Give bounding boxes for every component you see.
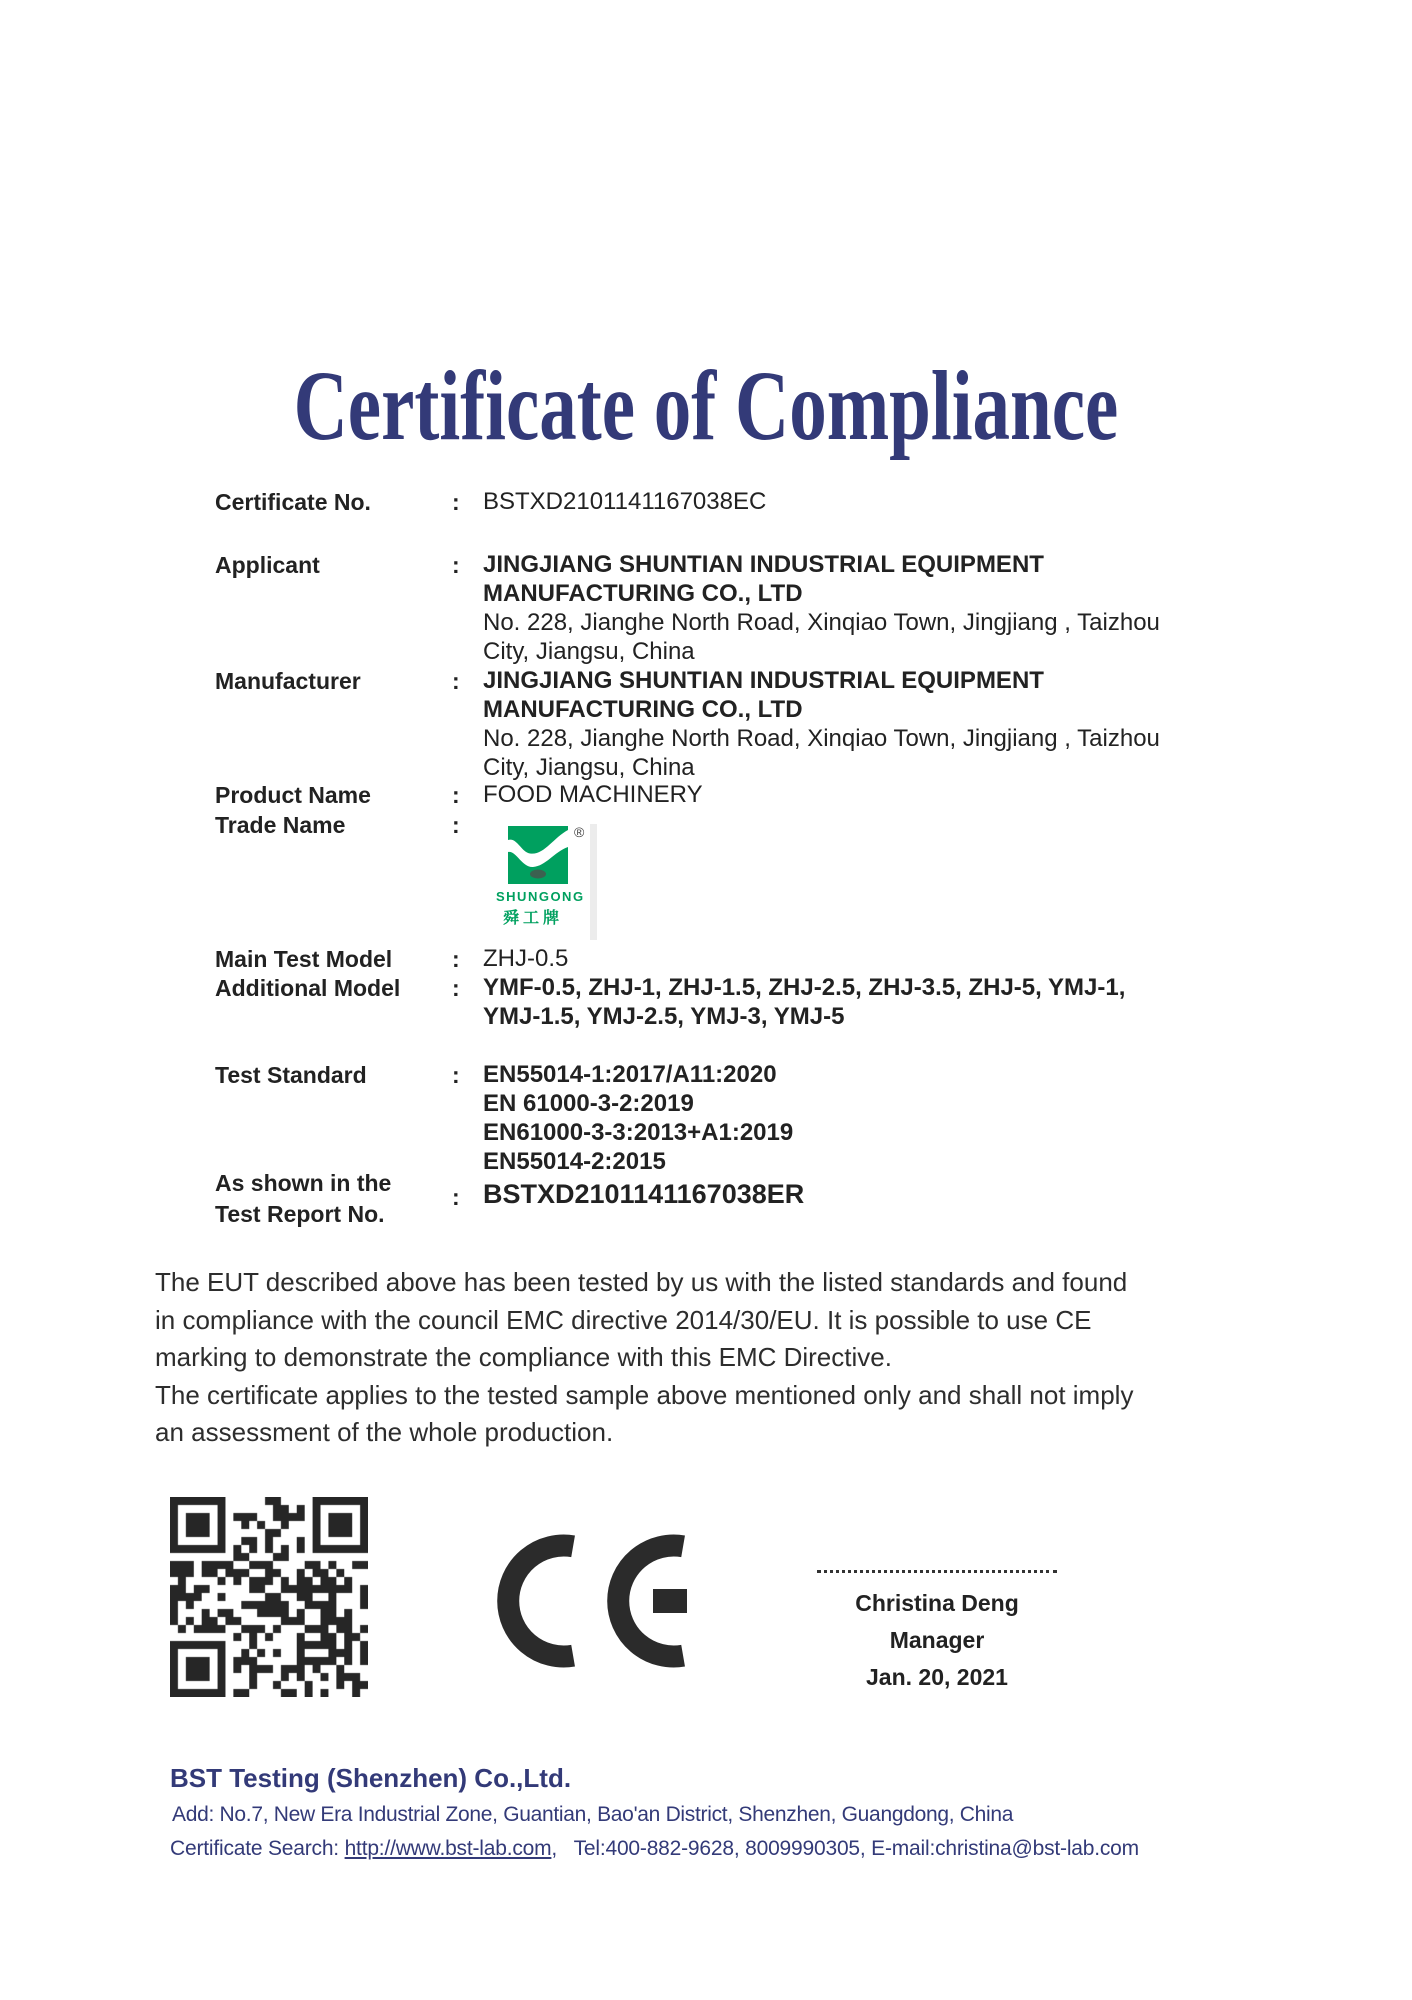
test-standard-value xyxy=(483,1060,793,1176)
brand-name-en: SHUNGONG xyxy=(496,889,585,904)
lab-address: Add: No.7, New Era Industrial Zone, Guantian, Bao'an District, Shenzhen, Guangdong, China xyxy=(172,1803,1014,1826)
statement-line: marking to demonstrate the compliance with this EMC Directive. xyxy=(155,1342,892,1372)
ce-mark-icon xyxy=(497,1534,687,1673)
signature-dotted-line xyxy=(817,1570,1057,1573)
certificate-search-link[interactable]: http://www.bst-lab.com xyxy=(344,1837,552,1860)
test-standard-item: EN61000-3-3:2013+A1:2019 xyxy=(483,1119,794,1146)
separator-colon: : xyxy=(452,782,460,808)
separator-colon: : xyxy=(452,489,460,515)
additional-model-label: Additional Model xyxy=(215,975,401,1001)
shungong-brand-logo xyxy=(496,824,625,928)
test-standard-item: EN 61000-3-2:2019 xyxy=(483,1090,694,1117)
certificate-no-label: Certificate No. xyxy=(215,489,371,515)
manufacturer-address-line1: No. 228, Jianghe North Road, Xinqiao Town, Jingjiang , Taizhou xyxy=(483,725,1160,752)
contact-info: , Tel:400-882-9628, 8009990305, E-mail:christina@bst-lab.com xyxy=(551,1837,1139,1860)
statement-line: in compliance with the council EMC directive 2014/30/EU. It is possible to use CE xyxy=(155,1304,1092,1335)
additional-model-line1: YMF-0.5, ZHJ-1, ZHJ-1.5, ZHJ-2.5, ZHJ-3.5, ZHJ-5, YMJ-1, xyxy=(483,974,1126,1001)
registered-trademark-icon: ® xyxy=(574,824,585,840)
product-name-value: FOOD MACHINERY xyxy=(483,781,703,808)
additional-model-line2: YMJ-1.5, YMJ-2.5, YMJ-3, YMJ-5 xyxy=(483,1003,845,1030)
signature-block xyxy=(770,1570,1104,1696)
applicant-address-line2: City, Jiangsu, China xyxy=(483,638,695,665)
separator-colon: : xyxy=(452,812,460,838)
test-standard-item: EN55014-1:2017/A11:2020 xyxy=(483,1061,777,1088)
manufacturer-name-line1: JINGJIANG SHUNTIAN INDUSTRIAL EQUIPMENT xyxy=(483,667,1044,694)
test-report-value: BSTXD2101141167038ER xyxy=(483,1179,805,1209)
separator-colon: : xyxy=(452,1062,460,1088)
page-title: Certificate of Compliance xyxy=(293,350,1119,461)
separator-colon: : xyxy=(452,1184,460,1210)
statement-line: The certificate applies to the tested sample above mentioned only and shall not imply xyxy=(155,1379,1134,1410)
applicant-address-line1: No. 228, Jianghe North Road, Xinqiao Town, Jingjiang , Taizhou xyxy=(483,609,1160,636)
main-test-model-value: ZHJ-0.5 xyxy=(483,945,569,972)
lab-company-name: BST Testing (Shenzhen) Co.,Ltd. xyxy=(170,1763,572,1793)
test-report-label-line2: Test Report No. xyxy=(215,1201,385,1227)
certificate-no-value: BSTXD2101141167038EC xyxy=(483,488,767,515)
manufacturer-address-line2: City, Jiangsu, China xyxy=(483,754,695,781)
main-test-model-label: Main Test Model xyxy=(215,946,393,972)
test-standard-label: Test Standard xyxy=(215,1062,367,1088)
statement-line: an assessment of the whole production. xyxy=(155,1417,614,1447)
applicant-name-line2: MANUFACTURING CO., LTD xyxy=(483,580,803,607)
manufacturer-value xyxy=(483,666,1160,782)
signature-date: Jan. 20, 2021 xyxy=(866,1664,1008,1690)
applicant-value xyxy=(483,550,1160,666)
trade-name-label: Trade Name xyxy=(215,812,346,838)
separator-colon: : xyxy=(452,668,460,694)
manufacturer-label: Manufacturer xyxy=(215,668,361,694)
logo-swoosh-graphic xyxy=(508,826,568,884)
signer-name: Christina Deng xyxy=(855,1590,1019,1616)
applicant-name-line1: JINGJIANG SHUNTIAN INDUSTRIAL EQUIPMENT xyxy=(483,551,1044,578)
certificate-search-label: Certificate Search: xyxy=(170,1837,345,1860)
additional-model-value xyxy=(483,973,1125,1031)
brand-name-cn: 舜工牌 xyxy=(503,910,564,927)
statement-line: The EUT described above has been tested by us with the listed standards and found xyxy=(155,1267,1128,1297)
separator-colon: : xyxy=(452,946,460,972)
certificate-search-line xyxy=(170,1837,1139,1861)
separator-colon: : xyxy=(452,552,460,578)
test-report-label-line1: As shown in the xyxy=(215,1170,392,1196)
test-standard-item: EN55014-2:2015 xyxy=(483,1148,666,1175)
separator-colon: : xyxy=(452,975,460,1001)
shungong-logo-icon xyxy=(508,824,585,884)
applicant-label: Applicant xyxy=(215,552,320,578)
qr-code xyxy=(170,1497,368,1697)
compliance-statement xyxy=(155,1264,1305,1452)
manufacturer-name-line2: MANUFACTURING CO., LTD xyxy=(483,696,803,723)
product-name-label: Product Name xyxy=(215,782,371,808)
test-report-label xyxy=(215,1168,391,1230)
signer-title: Manager xyxy=(889,1627,985,1653)
